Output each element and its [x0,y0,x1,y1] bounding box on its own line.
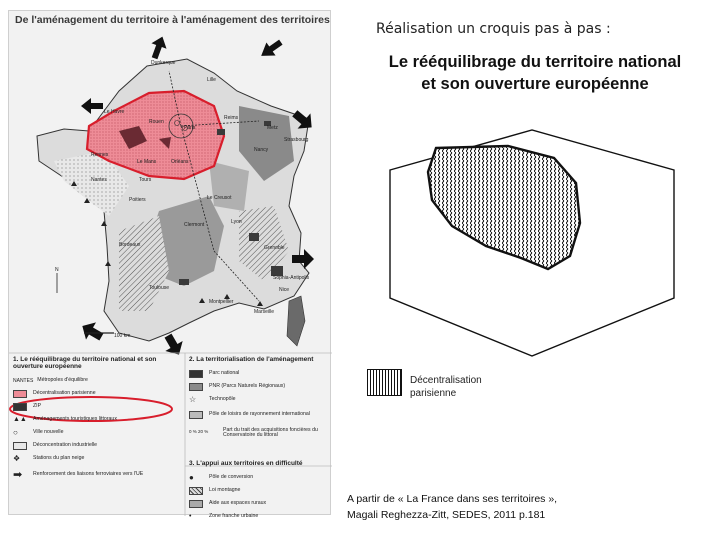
city-label: Tours [139,177,152,183]
city-label: Lyon [231,219,242,225]
legend3-label: Pôle de conversion [209,473,254,480]
legend1-item [13,427,181,440]
city-label: Metz [267,125,278,131]
legend2-title: 2. La territorialisation de l'aménagement [189,356,314,363]
circle-symbol-icon: ○ [13,428,18,438]
legend-section-1 [13,356,181,484]
croquis-legend-label-line1: Décentralisation [410,375,482,386]
legend2-item [189,423,329,443]
legend1-label: Ville nouvelle [33,429,64,436]
legend3-title: 3. L'appui aux territoires en difficulté [189,460,303,467]
city-label: Poitiers [129,197,146,203]
dots-symbol-icon [13,442,27,450]
legend1-item [13,453,181,466]
zip-symbol-icon [13,403,27,411]
city-label: Toulouse [149,285,170,291]
step-title: Réalisation un croquis pas à pas : [376,21,611,37]
coast-share-icon: 0 % 20 % [189,429,209,435]
legend1-label: Métropoles d'équilibre [37,377,88,384]
legend1-label: Stations du plan neige [33,455,85,462]
city-label: Nancy [254,147,269,153]
hexagon-croquis [386,128,682,360]
legend1-title: 1. Le rééquilibrage du territoire national et son ouverture européenne [13,356,157,371]
legend3-label: Aide aux espaces ruraux [209,499,267,506]
legend1-item [13,388,181,401]
conversion-pole-icon: ● [189,472,194,482]
legend2-item [189,393,329,406]
legend-section-3 [189,460,329,523]
city-label: Reims [224,115,239,121]
city-label: Nantes [91,177,107,183]
legend-section-2 [189,356,329,443]
triangle-symbol-icon: ▲▲ [13,416,27,424]
croquis-legend-label-line2: parisienne [410,388,457,399]
decentralisation-legend-swatch [367,369,402,396]
legend3-item [189,510,329,523]
city-label: Le Creusot [207,195,232,201]
rural-aid-icon [189,500,203,508]
legend2-item [189,367,329,380]
city-label: Nice [279,287,290,293]
source-citation [347,492,557,524]
decentralisation-symbol-icon [13,390,27,398]
leisure-pole-icon [189,411,203,419]
legend2-item [189,406,329,423]
source-line1: A partir de « La France dans ses territoires », [347,493,558,505]
legend1-item [13,375,181,388]
legend1-abbr: NANTES [13,377,34,384]
city-label: Montpellier [209,299,234,305]
city-label: Le Mans [137,159,157,165]
national-park-icon [189,370,203,378]
city-label: Strasbourg [284,137,309,143]
city-label: Clermont [184,222,205,228]
legend3-item [189,497,329,510]
city-label: Rennes [91,152,109,158]
scanned-map-page [8,10,331,520]
legend3-label: Loi montagne [209,486,241,493]
croquis-title-line1: Le rééquilibrage du territoire national [388,53,682,71]
city-label: Grenoble [264,245,285,251]
legend3-item [189,484,329,497]
source-line2: Magali Reghezza-Zitt, SEDES, 2011 p.181 [347,508,546,521]
city-label: Bordeaux [119,242,141,248]
legend1-label: ZIP [33,403,42,410]
legend1-item [13,466,181,484]
legend1-label: Aménagements touristiques littoraux [33,416,117,423]
legend2-label: Pôle de loisirs de rayonnement international [209,410,310,417]
legend2-label: Technopôle [209,395,236,402]
city-label: Le Havre [104,109,125,115]
croquis-legend-label [410,374,482,400]
croquis-title [350,51,720,96]
legend3-label: Zone franche urbaine [209,512,259,519]
city-label: Rouen [149,119,164,125]
urban-zone-icon: • [189,512,192,520]
star-icon: ☆ [189,394,197,404]
north-label: N [55,267,59,273]
scale-label: 100 km [114,333,131,339]
legend1-label: Déconcentration industrielle [33,442,98,449]
city-label: Marseille [254,309,275,315]
legend2-label: PNR (Parcs Naturels Régionaux) [209,382,286,389]
city-label: Paris [184,125,196,131]
pnr-icon [189,383,203,391]
city-label: Sophia-Antipolis [273,275,310,281]
legend2-label: Parc national [209,369,240,376]
arrow-symbol-icon: ➡ [13,468,23,481]
legend1-item [13,440,181,453]
croquis-title-line2: et son ouverture européenne [421,75,649,94]
city-label: Lille [207,77,216,83]
legend2-item [189,380,329,393]
legend1-label: Renforcement des liaisons ferroviaires vers l'UE [33,470,144,477]
mountain-law-icon [189,487,203,495]
legend3-item [189,471,329,484]
corsica [287,296,305,346]
map-title: De l'aménagement du territoire à l'aménagement des territoires [15,14,330,26]
city-label: Orléans [171,159,189,165]
snow-station-icon: ❖ [13,454,21,464]
legend1-label: Décentralisation parisienne [33,390,96,397]
legend2-label: Part du trait des acquisitions foncières du Conservatoire du littoral [223,426,318,439]
legend1-item [13,401,181,414]
city-label: Dunkerque [151,60,176,66]
legend1-item [13,414,181,427]
